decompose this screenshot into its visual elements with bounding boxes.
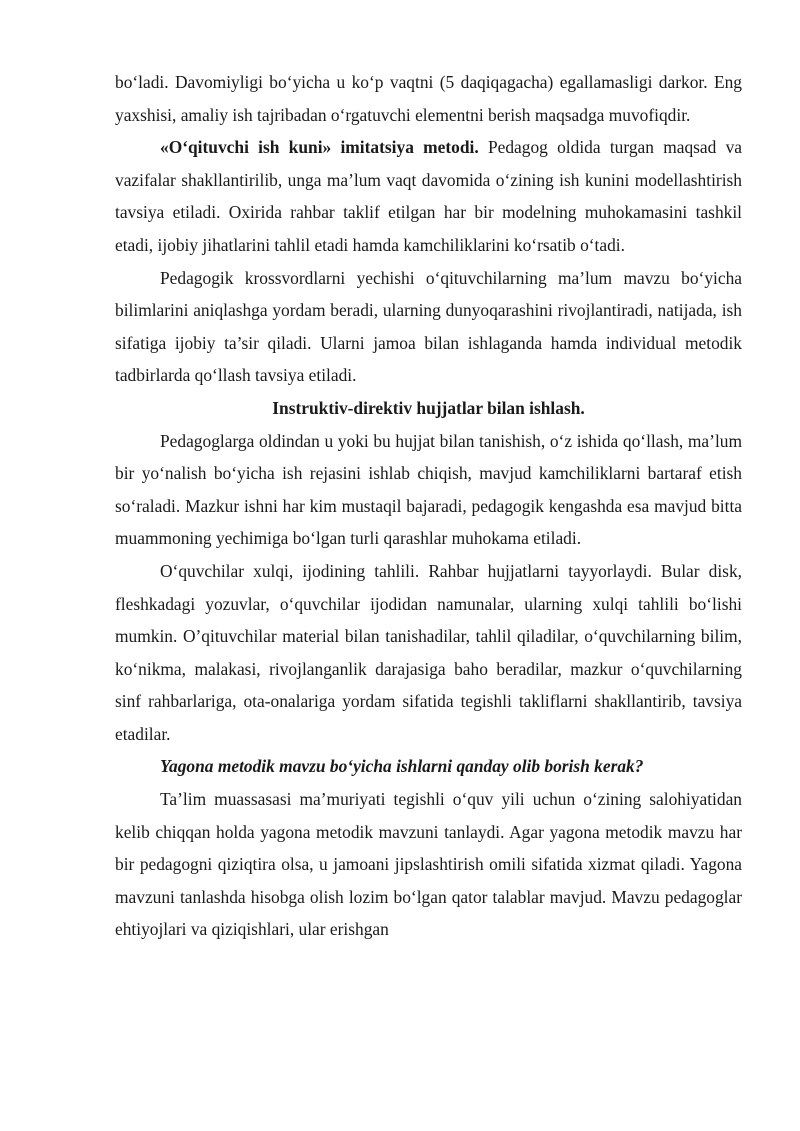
italic-subheading: Yagona metodik mavzu bo‘yicha ishlarni qanday olib borish kerak? xyxy=(160,756,644,777)
method-title: «O‘qituvchi ish kuni» imitatsiya metodi. xyxy=(160,137,479,158)
paragraph-text: Pedagog oldida turgan maqsad va vazifalar shakllantirilib, unga ma’lum vaqt davomida o‘zining ish kunini modellashtirish tavsiya etiladi. Oxirida rahbar taklif etilgan har bir modelning muhokamasini tashkil etadi, ijobiy jihatlarini tahlil etadi hamda kamchiliklarini ko‘rsatib o‘tadi. xyxy=(115,137,742,255)
paragraph-documents: Pedagoglarga oldindan u yoki bu hujjat bilan tanishish, o‘z ishida qo‘llash, ma’lum bir yo‘nalish bo‘yicha ish rejasini ishlab chiqish, mavjud kamchiliklarni bartaraf etish so‘raladi. Mazkur ishni har kim mustaqil bajaradi, pedagogik kengashda esa mavjud bitta muammoning yechimiga bo‘lgan turli qarashlar muhokama etiladi. xyxy=(115,430,742,549)
paragraph-methodic-theme: Ta’lim muassasasi ma’muriyati tegishli o‘quv yili uchun o‘zining salohiyatidan kelib chiqqan holda yagona metodik mavzuni tanlaydi. Agar yagona metodik mavzu har bir pedagogni qiziqtira olsa, u jamoani jipslashtirish omili sifatida xizmat qiladi. Yagona mavzuni tanlashda hisobga olish lozim bo‘lgan qator talablar mavjud. Mavzu pedagoglar ehtiyojlari va qiziqishlari, ular erishgan xyxy=(115,789,742,940)
paragraph-continuation: bo‘ladi. Davomiyligi bo‘yicha u ko‘p vaqtni (5 daqiqagacha) egallamasligi darkor. Eng yaxshisi, amaliy ish tajribadan o‘rgatuvchi elementni berish maqsadga muvofiqdir. xyxy=(115,72,742,125)
paragraph-crosswords: Pedagogik krossvordlarni yechishi o‘qituvchilarning ma’lum mavzu bo‘yicha bilimlarini aniqlashga yordam beradi, ularning dunyoqarashini rivojlantiradi, natijada, ish sifatiga ijobiy ta’sir qiladi. Ularni jamoa bilan ishlaganda hamda individual metodik tadbirlarda qo‘llash tavsiya etiladi. xyxy=(115,267,742,386)
document-page xyxy=(115,66,742,946)
paragraph-imitation-method xyxy=(115,131,742,261)
section-heading: Instruktiv-direktiv hujjatlar bilan ishlash. xyxy=(272,397,585,418)
paragraph-student-analysis: O‘quvchilar xulqi, ijodining tahlili. Rahbar hujjatlarni tayyorlaydi. Bular disk, fleshkadagi yozuvlar, o‘quvchilar ijodidan namunalar, ularning xulqi tahlili bo‘lishi mumkin. O’qituvchilar material bilan tanishadilar, tahlil qiladilar, o‘quvchilarning bilim, ko‘nikma, malakasi, rivojlanganlik darajasiga baho beradilar, mazkur o‘quvchilarning sinf rahbarlariga, ota-onalariga yordam sifatida tegishli takliflarni shakllantirib, tavsiya etadilar. xyxy=(115,560,742,744)
